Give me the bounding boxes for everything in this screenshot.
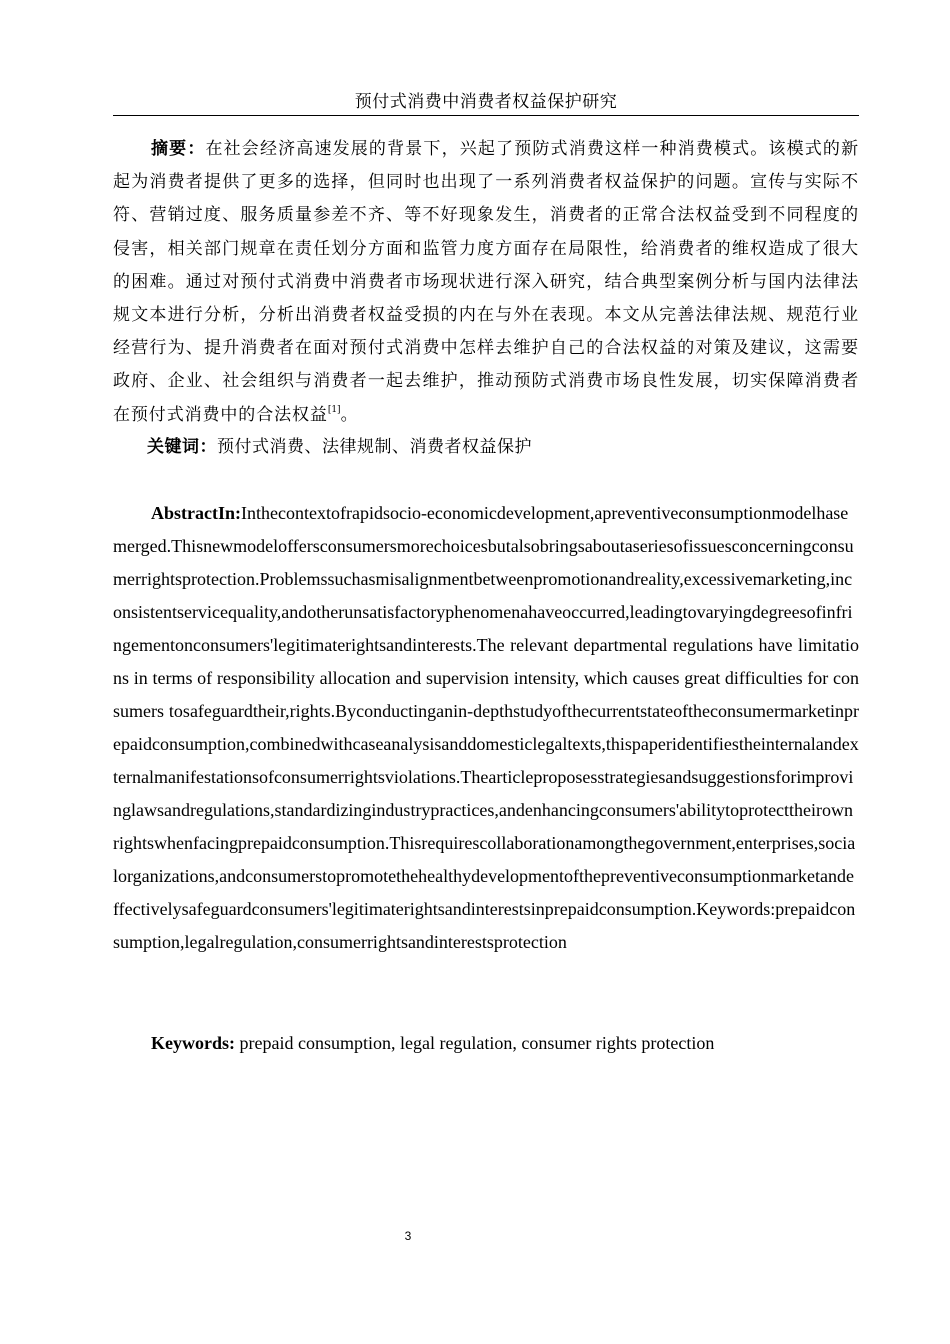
chinese-abstract [113,133,859,432]
page-header [113,91,859,116]
header-title: 预付式消费中消费者权益保护研究 [354,92,618,112]
english-keywords [113,1027,859,1060]
chinese-keywords [113,432,859,462]
chinese-abstract-end: 。 [340,404,359,425]
chinese-keywords-label: 关键词： [147,437,217,457]
english-keywords-text: prepaid consumption, legal regulation, consumer rights protection [235,1033,715,1053]
citation-marker: [1] [327,404,341,415]
english-abstract-text: Inthecontextofrapidsocio-economicdevelopment,apreventiveconsumptionmodelhasemerged.Thisnewmodeloffersconsumersmorechoicesbutalsobringsaboutaseriesofissuesconcerningconsumerrightsprotection.Problemssuchasmisalignmentbetweenpromotionandreality,excessivemarketing,inconsistentservicequality,andotherunsatisfactoryphenomenahaveoccurred,leadingtovaryingdegreesofinfringementonconsumers'legitimaterightsandinterests.The relevant departmental regulations have limitations in terms of responsibility allocation and supervision intensity, which causes great difficulties for consumers tosafeguardtheir,rights.Byconductinganin-depthstudyofthecurrentstateoftheconsumermarketinprepaidconsumption,combinedwithcaseanalysisanddomesticlegaltexts,thispaperidentifiestheinternalandexternalmanifestationsofconsumerrightsviolations.Thearticleproposesstrategiesandsuggestionsforimprovinglawsandregulations,standardizingindustrypractices,andenhancingconsumers'abilitytoprotecttheirownrightswhenfacingprepaidconsumption.Thisrequirescollaborationamongthegovernment,enterprises,socialorganizations,andconsumerstopromotethehealthydevelopmentofthepreventiveconsumptionmarketandeffectivelysafeguardconsumers'legitimaterightsandinterestsinprepaidconsumption.Keywords:prepaidconsumption,legalregulation,consumerrightsandinterestsprotection [113,503,859,952]
chinese-abstract-text: 在社会经济高速发展的背景下，兴起了预防式消费这样一种消费模式。该模式的新起为消费者提供了更多的选择，但同时也出现了一系列消费者权益保护的问题。宣传与实际不符、营销过度、服务质量参差不齐、等不好现象发生，消费者的正常合法权益受到不同程度的侵害，相关部门规章在责任划分方面和监管力度方面存在局限性，给消费者的维权造成了很大的困难。通过对预付式消费中消费者市场现状进行深入研究，结合典型案例分析与国内法律法规文本进行分析，分析出消费者权益受损的内在与外在表现。本文从完善法律法规、规范行业经营行为、提升消费者在面对预付式消费中怎样去维护自己的合法权益的对策及建议，这需要政府、企业、社会组织与消费者一起去维护，推动预防式消费市场良性发展，切实保障消费者在预付式消费中的合法权益 [113,139,859,425]
english-keywords-label: Keywords: [151,1033,235,1053]
page-number: 3 [404,1229,412,1243]
chinese-abstract-label: 摘要： [151,139,206,159]
chinese-keywords-text: 预付式消费、法律规制、消费者权益保护 [217,437,532,457]
english-abstract-label: AbstractIn: [151,503,241,523]
english-abstract [113,497,859,959]
